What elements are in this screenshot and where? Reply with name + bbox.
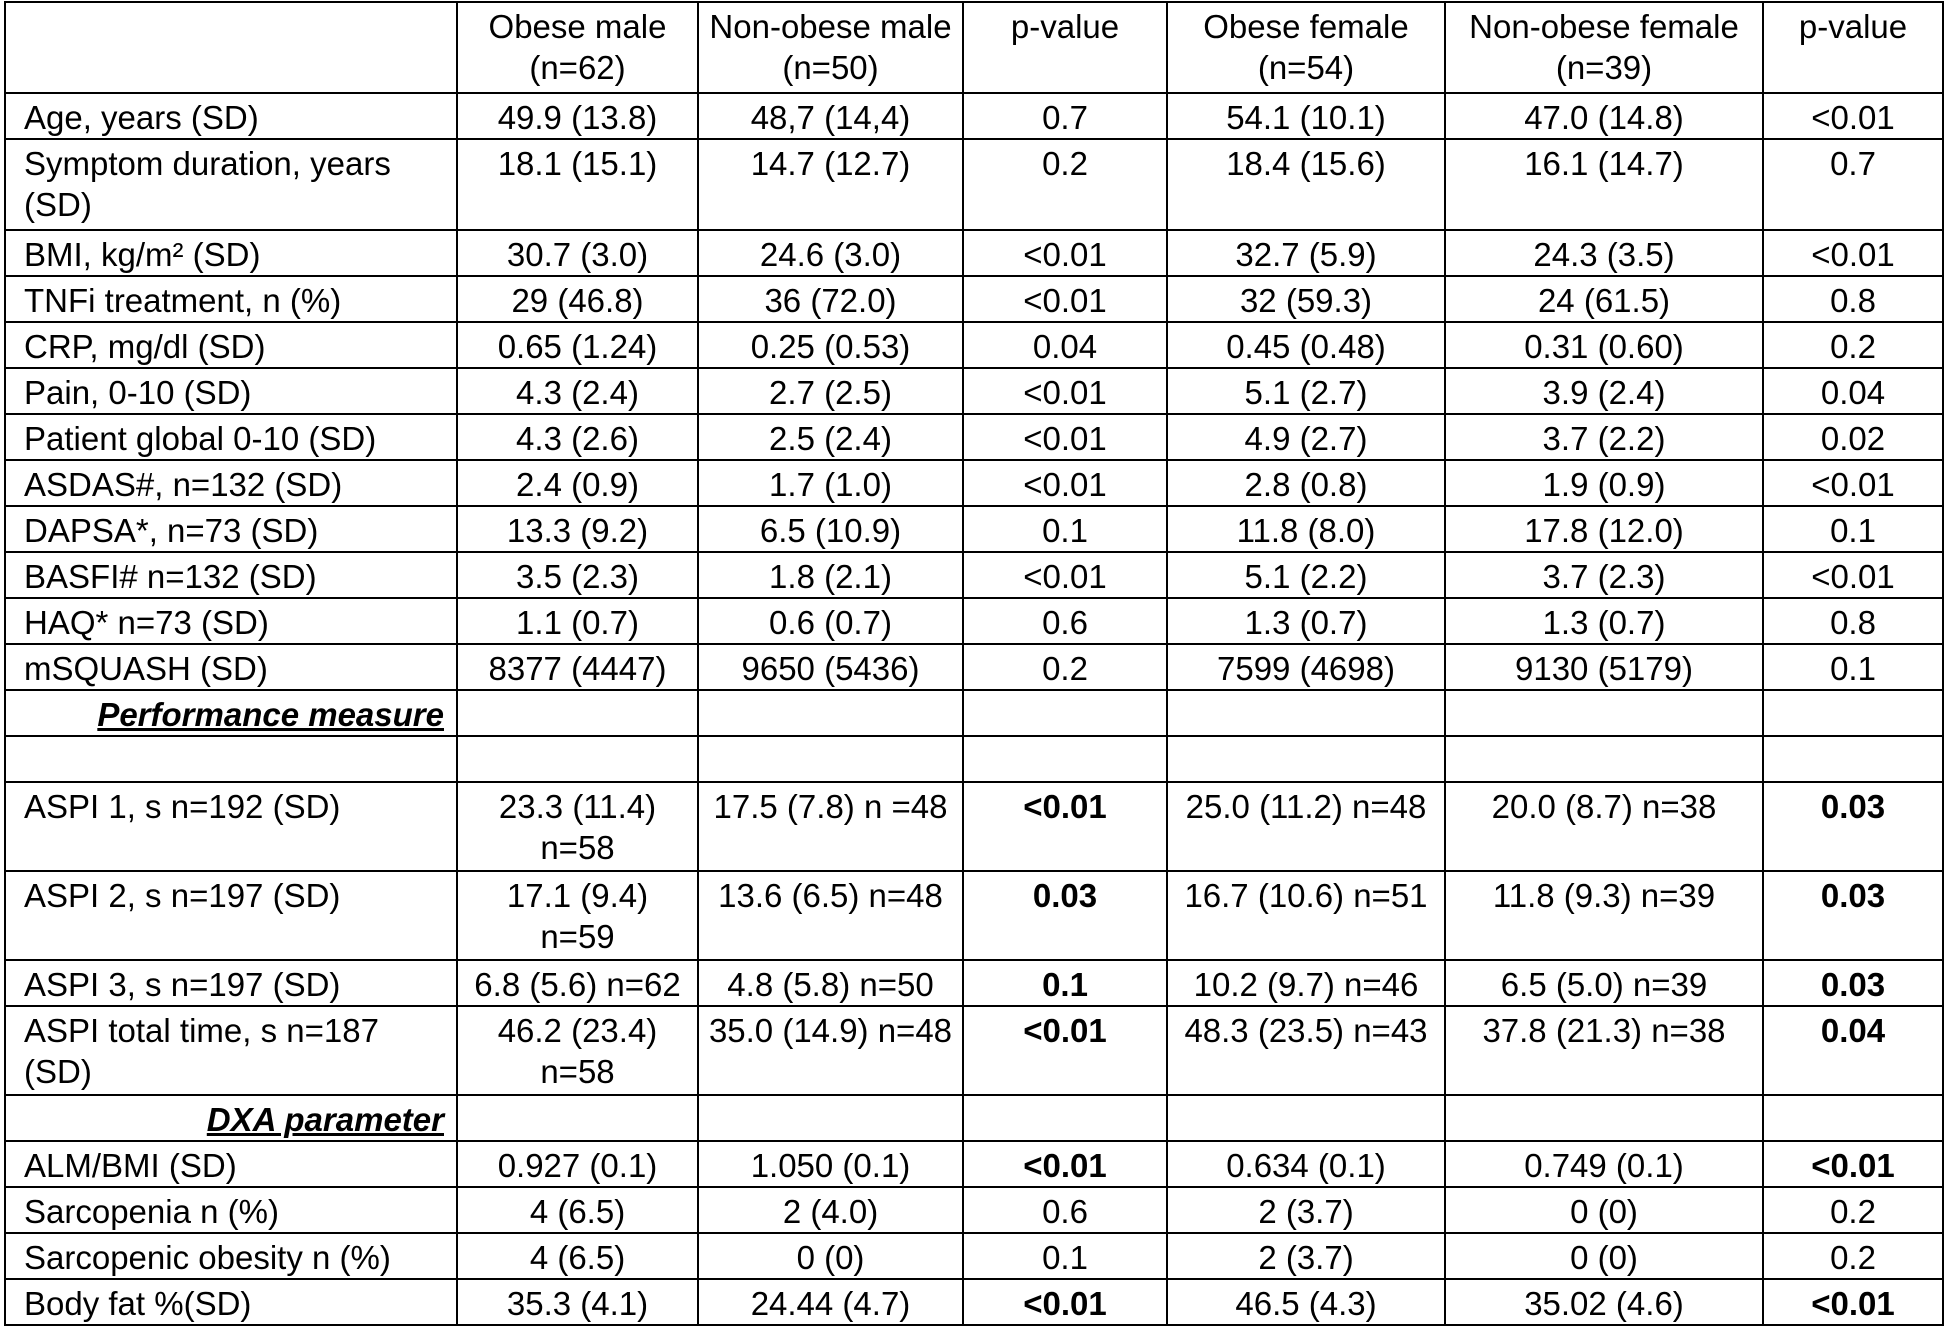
empty-cell bbox=[457, 736, 698, 782]
row-label: BMI, kg/m² (SD) bbox=[5, 230, 457, 276]
cell-obese-male: 18.1 (15.1) bbox=[457, 139, 698, 230]
cell-p-value-male: <0.01 bbox=[963, 230, 1167, 276]
cell-p-value-male: <0.01 bbox=[963, 782, 1167, 871]
cell-obese-female: 4.9 (2.7) bbox=[1167, 414, 1445, 460]
cell-obese-male: 1.1 (0.7) bbox=[457, 598, 698, 644]
cell-non-obese-male: 48,7 (14,4) bbox=[698, 93, 963, 139]
cell-obese-male: 4 (6.5) bbox=[457, 1187, 698, 1233]
row-label: CRP, mg/dl (SD) bbox=[5, 322, 457, 368]
empty-cell bbox=[1763, 736, 1943, 782]
cell-p-value-male: 0.1 bbox=[963, 960, 1167, 1006]
cell-obese-female: 32 (59.3) bbox=[1167, 276, 1445, 322]
cell-obese-female: 2 (3.7) bbox=[1167, 1187, 1445, 1233]
table-row-empty bbox=[5, 736, 1943, 782]
cell-non-obese-male: 6.5 (10.9) bbox=[698, 506, 963, 552]
table-row-dapsa bbox=[5, 506, 1943, 552]
cell-non-obese-female: 3.7 (2.2) bbox=[1445, 414, 1763, 460]
cell-p-value-male: 0.6 bbox=[963, 598, 1167, 644]
table-row-haq bbox=[5, 598, 1943, 644]
empty-cell bbox=[963, 736, 1167, 782]
cell-obese-female: 16.7 (10.6) n=51 bbox=[1167, 871, 1445, 960]
cell-non-obese-female: 24 (61.5) bbox=[1445, 276, 1763, 322]
row-label: Symptom duration, years (SD) bbox=[5, 139, 457, 230]
cell-p-value-female: 0.03 bbox=[1763, 782, 1943, 871]
cell-non-obese-male: 1.050 (0.1) bbox=[698, 1141, 963, 1187]
table-row-pain bbox=[5, 368, 1943, 414]
cell-non-obese-female: 1.9 (0.9) bbox=[1445, 460, 1763, 506]
cell-non-obese-male: 2.7 (2.5) bbox=[698, 368, 963, 414]
table-row-msquash bbox=[5, 644, 1943, 690]
cell-non-obese-male: 9650 (5436) bbox=[698, 644, 963, 690]
row-label: ASPI total time, s n=187 (SD) bbox=[5, 1006, 457, 1095]
cell-p-value-male: 0.03 bbox=[963, 871, 1167, 960]
cell-p-value-female: 0.7 bbox=[1763, 139, 1943, 230]
cell-non-obese-male: 2 (4.0) bbox=[698, 1187, 963, 1233]
cell-p-value-male: 0.2 bbox=[963, 139, 1167, 230]
table-row-age bbox=[5, 93, 1943, 139]
cell-obese-female: 1.3 (0.7) bbox=[1167, 598, 1445, 644]
cell-non-obese-female: 1.3 (0.7) bbox=[1445, 598, 1763, 644]
cell-obese-female: 11.8 (8.0) bbox=[1167, 506, 1445, 552]
cell-p-value-male: 0.1 bbox=[963, 1233, 1167, 1279]
empty-cell bbox=[1445, 690, 1763, 736]
cell-p-value-female: 0.8 bbox=[1763, 598, 1943, 644]
table-row-aspi-3 bbox=[5, 960, 1943, 1006]
cell-non-obese-female: 0.749 (0.1) bbox=[1445, 1141, 1763, 1187]
empty-cell bbox=[1167, 690, 1445, 736]
table-row-alm-bmi bbox=[5, 1141, 1943, 1187]
cell-obese-male: 3.5 (2.3) bbox=[457, 552, 698, 598]
cell-non-obese-female: 3.7 (2.3) bbox=[1445, 552, 1763, 598]
cell-non-obese-male: 35.0 (14.9) n=48 bbox=[698, 1006, 963, 1095]
row-label: DAPSA*, n=73 (SD) bbox=[5, 506, 457, 552]
cell-obese-female: 10.2 (9.7) n=46 bbox=[1167, 960, 1445, 1006]
header-obese-female: Obese female (n=54) bbox=[1167, 2, 1445, 93]
cell-non-obese-female: 0 (0) bbox=[1445, 1233, 1763, 1279]
cell-obese-female: 0.45 (0.48) bbox=[1167, 322, 1445, 368]
cell-p-value-male: <0.01 bbox=[963, 1279, 1167, 1325]
cell-obese-male: 6.8 (5.6) n=62 bbox=[457, 960, 698, 1006]
row-label: BASFI# n=132 (SD) bbox=[5, 552, 457, 598]
row-label: TNFi treatment, n (%) bbox=[5, 276, 457, 322]
section-heading: DXA parameter bbox=[5, 1095, 457, 1141]
cell-non-obese-male: 1.7 (1.0) bbox=[698, 460, 963, 506]
cell-non-obese-female: 47.0 (14.8) bbox=[1445, 93, 1763, 139]
header-p-value-female: p-value bbox=[1763, 2, 1943, 93]
empty-cell bbox=[963, 690, 1167, 736]
empty-cell bbox=[698, 736, 963, 782]
table-row-crp bbox=[5, 322, 1943, 368]
cell-p-value-male: <0.01 bbox=[963, 414, 1167, 460]
cell-p-value-female: <0.01 bbox=[1763, 93, 1943, 139]
table-row-symptom-duration bbox=[5, 139, 1943, 230]
cell-non-obese-female: 9130 (5179) bbox=[1445, 644, 1763, 690]
table-row-aspi-total bbox=[5, 1006, 1943, 1095]
cell-obese-male: 0.65 (1.24) bbox=[457, 322, 698, 368]
cell-non-obese-male: 1.8 (2.1) bbox=[698, 552, 963, 598]
row-label: Age, years (SD) bbox=[5, 93, 457, 139]
empty-cell bbox=[457, 1095, 698, 1141]
empty-cell bbox=[1763, 1095, 1943, 1141]
section-row-dxa-parameter bbox=[5, 1095, 1943, 1141]
row-label: Sarcopenia n (%) bbox=[5, 1187, 457, 1233]
row-label: Patient global 0-10 (SD) bbox=[5, 414, 457, 460]
cell-obese-male: 4.3 (2.4) bbox=[457, 368, 698, 414]
cell-p-value-female: 0.04 bbox=[1763, 368, 1943, 414]
cell-p-value-male: <0.01 bbox=[963, 552, 1167, 598]
table-row-tnfi bbox=[5, 276, 1943, 322]
cell-obese-female: 2 (3.7) bbox=[1167, 1233, 1445, 1279]
cell-p-value-male: 0.6 bbox=[963, 1187, 1167, 1233]
cell-non-obese-male: 0 (0) bbox=[698, 1233, 963, 1279]
table-row-sarcopenia bbox=[5, 1187, 1943, 1233]
section-heading: Performance measure bbox=[5, 690, 457, 736]
cell-p-value-female: 0.04 bbox=[1763, 1006, 1943, 1095]
row-label: Sarcopenic obesity n (%) bbox=[5, 1233, 457, 1279]
cell-obese-male: 49.9 (13.8) bbox=[457, 93, 698, 139]
cell-p-value-female: 0.2 bbox=[1763, 1187, 1943, 1233]
cell-non-obese-male: 13.6 (6.5) n=48 bbox=[698, 871, 963, 960]
row-label: ASPI 1, s n=192 (SD) bbox=[5, 782, 457, 871]
cell-p-value-female: 0.02 bbox=[1763, 414, 1943, 460]
cell-obese-male: 0.927 (0.1) bbox=[457, 1141, 698, 1187]
cell-non-obese-male: 36 (72.0) bbox=[698, 276, 963, 322]
cell-non-obese-female: 24.3 (3.5) bbox=[1445, 230, 1763, 276]
cell-non-obese-female: 0 (0) bbox=[1445, 1187, 1763, 1233]
cell-p-value-female: <0.01 bbox=[1763, 1141, 1943, 1187]
cell-p-value-male: <0.01 bbox=[963, 460, 1167, 506]
empty-cell bbox=[457, 690, 698, 736]
cell-obese-female: 0.634 (0.1) bbox=[1167, 1141, 1445, 1187]
table-row-aspi-2 bbox=[5, 871, 1943, 960]
cell-non-obese-male: 0.6 (0.7) bbox=[698, 598, 963, 644]
empty-cell bbox=[698, 690, 963, 736]
row-label: ALM/BMI (SD) bbox=[5, 1141, 457, 1187]
cell-non-obese-female: 0.31 (0.60) bbox=[1445, 322, 1763, 368]
cell-obese-female: 46.5 (4.3) bbox=[1167, 1279, 1445, 1325]
row-label: ASDAS#, n=132 (SD) bbox=[5, 460, 457, 506]
table-row-aspi-1 bbox=[5, 782, 1943, 871]
cell-p-value-female: 0.2 bbox=[1763, 322, 1943, 368]
cell-p-value-female: <0.01 bbox=[1763, 230, 1943, 276]
table-row-basfi bbox=[5, 552, 1943, 598]
table-container bbox=[4, 1, 1944, 1326]
cell-obese-male: 23.3 (11.4) n=58 bbox=[457, 782, 698, 871]
header-non-obese-female: Non-obese female (n=39) bbox=[1445, 2, 1763, 93]
cell-non-obese-female: 20.0 (8.7) n=38 bbox=[1445, 782, 1763, 871]
table-header-row bbox=[5, 2, 1943, 93]
cell-non-obese-female: 17.8 (12.0) bbox=[1445, 506, 1763, 552]
cell-non-obese-female: 6.5 (5.0) n=39 bbox=[1445, 960, 1763, 1006]
row-label: mSQUASH (SD) bbox=[5, 644, 457, 690]
cell-non-obese-female: 11.8 (9.3) n=39 bbox=[1445, 871, 1763, 960]
section-row-performance-measure bbox=[5, 690, 1943, 736]
cell-p-value-female: <0.01 bbox=[1763, 1279, 1943, 1325]
row-label: ASPI 2, s n=197 (SD) bbox=[5, 871, 457, 960]
row-label: Body fat %(SD) bbox=[5, 1279, 457, 1325]
cell-obese-female: 18.4 (15.6) bbox=[1167, 139, 1445, 230]
cell-obese-male: 29 (46.8) bbox=[457, 276, 698, 322]
empty-cell bbox=[5, 736, 457, 782]
cell-non-obese-male: 2.5 (2.4) bbox=[698, 414, 963, 460]
cell-non-obese-female: 37.8 (21.3) n=38 bbox=[1445, 1006, 1763, 1095]
cell-obese-male: 46.2 (23.4) n=58 bbox=[457, 1006, 698, 1095]
cell-p-value-male: <0.01 bbox=[963, 1141, 1167, 1187]
cell-non-obese-male: 17.5 (7.8) n =48 bbox=[698, 782, 963, 871]
cell-p-value-male: <0.01 bbox=[963, 368, 1167, 414]
row-label: HAQ* n=73 (SD) bbox=[5, 598, 457, 644]
cell-obese-female: 54.1 (10.1) bbox=[1167, 93, 1445, 139]
cell-obese-female: 48.3 (23.5) n=43 bbox=[1167, 1006, 1445, 1095]
cell-non-obese-female: 16.1 (14.7) bbox=[1445, 139, 1763, 230]
empty-cell bbox=[1167, 736, 1445, 782]
cell-non-obese-male: 24.6 (3.0) bbox=[698, 230, 963, 276]
cell-non-obese-male: 14.7 (12.7) bbox=[698, 139, 963, 230]
table-row-sarcopenic-obesity bbox=[5, 1233, 1943, 1279]
cell-non-obese-male: 0.25 (0.53) bbox=[698, 322, 963, 368]
cell-non-obese-male: 4.8 (5.8) n=50 bbox=[698, 960, 963, 1006]
empty-cell bbox=[1167, 1095, 1445, 1141]
empty-cell bbox=[698, 1095, 963, 1141]
cell-p-value-female: 0.03 bbox=[1763, 871, 1943, 960]
cell-p-value-female: 0.1 bbox=[1763, 644, 1943, 690]
cell-p-value-male: 0.7 bbox=[963, 93, 1167, 139]
cell-p-value-male: <0.01 bbox=[963, 276, 1167, 322]
cell-p-value-male: 0.1 bbox=[963, 506, 1167, 552]
header-non-obese-male: Non-obese male (n=50) bbox=[698, 2, 963, 93]
cell-p-value-female: 0.2 bbox=[1763, 1233, 1943, 1279]
cell-obese-male: 8377 (4447) bbox=[457, 644, 698, 690]
table-row-body-fat bbox=[5, 1279, 1943, 1325]
cell-obese-female: 5.1 (2.7) bbox=[1167, 368, 1445, 414]
cell-p-value-female: <0.01 bbox=[1763, 460, 1943, 506]
cell-obese-male: 13.3 (9.2) bbox=[457, 506, 698, 552]
empty-cell bbox=[1445, 736, 1763, 782]
cell-obese-female: 2.8 (0.8) bbox=[1167, 460, 1445, 506]
empty-cell bbox=[1763, 690, 1943, 736]
row-label: Pain, 0-10 (SD) bbox=[5, 368, 457, 414]
cell-non-obese-female: 35.02 (4.6) bbox=[1445, 1279, 1763, 1325]
cell-obese-male: 4 (6.5) bbox=[457, 1233, 698, 1279]
row-label: ASPI 3, s n=197 (SD) bbox=[5, 960, 457, 1006]
cell-obese-male: 35.3 (4.1) bbox=[457, 1279, 698, 1325]
cell-obese-male: 30.7 (3.0) bbox=[457, 230, 698, 276]
results-table bbox=[4, 1, 1944, 1326]
cell-p-value-male: 0.04 bbox=[963, 322, 1167, 368]
cell-p-value-female: 0.1 bbox=[1763, 506, 1943, 552]
cell-p-value-male: <0.01 bbox=[963, 1006, 1167, 1095]
cell-obese-male: 4.3 (2.6) bbox=[457, 414, 698, 460]
cell-p-value-female: 0.03 bbox=[1763, 960, 1943, 1006]
header-obese-male: Obese male (n=62) bbox=[457, 2, 698, 93]
empty-cell bbox=[1445, 1095, 1763, 1141]
cell-obese-male: 17.1 (9.4) n=59 bbox=[457, 871, 698, 960]
table-row-patient-global bbox=[5, 414, 1943, 460]
cell-obese-female: 5.1 (2.2) bbox=[1167, 552, 1445, 598]
cell-obese-female: 32.7 (5.9) bbox=[1167, 230, 1445, 276]
cell-p-value-male: 0.2 bbox=[963, 644, 1167, 690]
cell-p-value-female: <0.01 bbox=[1763, 552, 1943, 598]
cell-non-obese-male: 24.44 (4.7) bbox=[698, 1279, 963, 1325]
cell-p-value-female: 0.8 bbox=[1763, 276, 1943, 322]
cell-obese-male: 2.4 (0.9) bbox=[457, 460, 698, 506]
cell-non-obese-female: 3.9 (2.4) bbox=[1445, 368, 1763, 414]
table-row-bmi bbox=[5, 230, 1943, 276]
header-p-value-male: p-value bbox=[963, 2, 1167, 93]
cell-obese-female: 25.0 (11.2) n=48 bbox=[1167, 782, 1445, 871]
empty-cell bbox=[963, 1095, 1167, 1141]
cell-obese-female: 7599 (4698) bbox=[1167, 644, 1445, 690]
header-cell-corner bbox=[5, 2, 457, 93]
table-row-asdas bbox=[5, 460, 1943, 506]
